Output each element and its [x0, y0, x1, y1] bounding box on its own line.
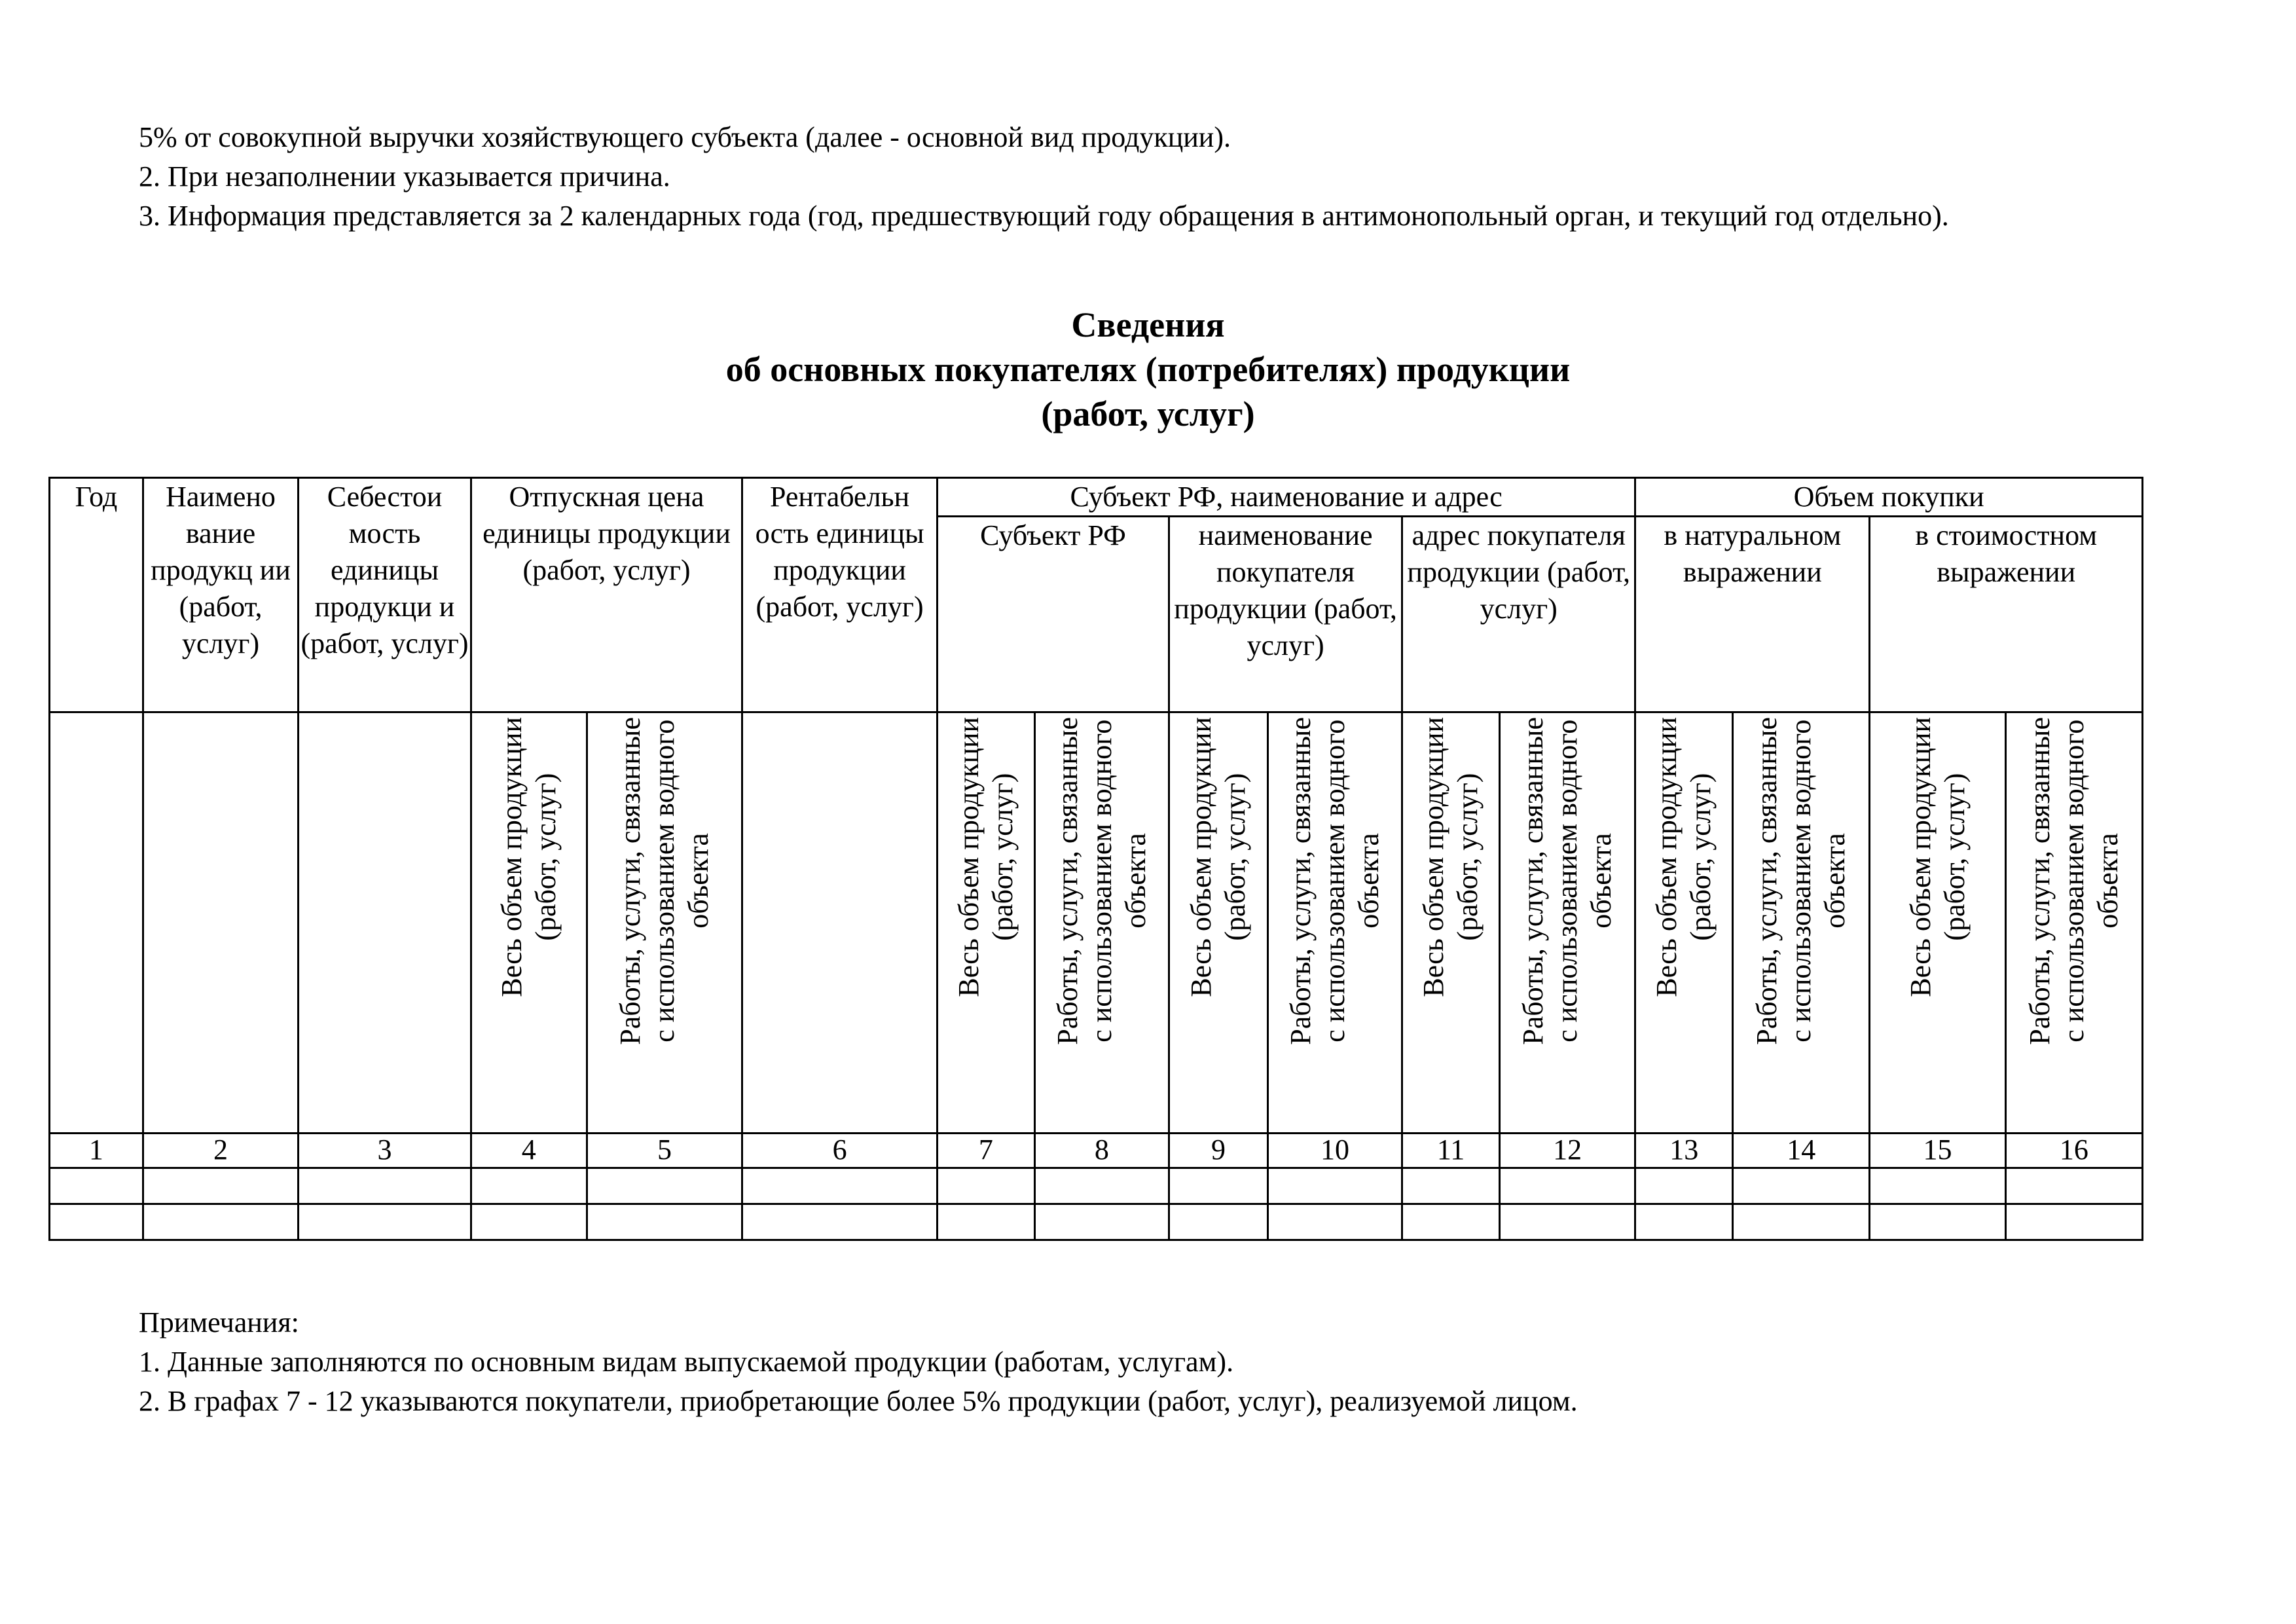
rot-water-l1: Работы, услуги, связанные: [614, 717, 646, 1045]
note-line-2: 2. В графах 7 - 12 указываются покупатели, приобретающие более 5% продукции (работ, услуг), реализуемой лицом.: [139, 1385, 1578, 1417]
rot-water-l2: с использованием водного: [2057, 719, 2090, 1043]
rot-water-l1: Работы, услуги, связанные: [2023, 717, 2056, 1045]
rot-cell-16: [2005, 712, 2142, 1134]
rot-all-l2: (работ, услуг): [1451, 773, 1484, 941]
rot-water-l1: Работы, услуги, связанные: [1285, 717, 1317, 1045]
rot-water-l2: с использованием водного: [1085, 719, 1118, 1043]
rot-empty-6: [742, 712, 938, 1134]
rot-all-l1: Весь объем продукции: [495, 717, 528, 997]
rot-all-l2: (работ, услуг): [1938, 773, 1971, 941]
intro-text: [139, 118, 2142, 236]
table-row: [50, 1204, 2143, 1240]
header-unit-price: Отпускная цена единицы продукции (работ, услуг): [471, 478, 742, 712]
rot-cell-15: [1870, 712, 2005, 1134]
col-number: 4: [471, 1134, 587, 1168]
notes-section: [139, 1303, 2142, 1421]
rot-water-l1: Работы, услуги, связанные: [1051, 717, 1084, 1045]
rot-cell-5: [587, 712, 742, 1134]
col-number: 15: [1870, 1134, 2005, 1168]
col-number: 5: [587, 1134, 742, 1168]
col-number: 14: [1733, 1134, 1870, 1168]
col-number: 11: [1402, 1134, 1500, 1168]
rot-water-l1: Работы, услуги, связанные: [1517, 717, 1550, 1045]
rot-all-l1: Весь объем продукции: [1417, 717, 1450, 997]
rot-water-l3: объекта: [1819, 833, 1851, 929]
header-group-volume: Объем покупки: [1635, 478, 2143, 517]
header-buyer-address: адрес покупателя продукции (работ, услуг): [1402, 517, 1635, 712]
header-year: Год: [50, 478, 143, 712]
header-product-name: Наимено вание продукц ии (работ, услуг): [143, 478, 298, 712]
rot-all-l1: Весь объем продукции: [1184, 717, 1217, 997]
rot-water-l2: с использованием водного: [1319, 719, 1351, 1043]
rot-cell-11: [1402, 712, 1500, 1134]
rot-all-l1: Весь объем продукции: [952, 717, 985, 997]
col-number: 7: [937, 1134, 1034, 1168]
col-number: 2: [143, 1134, 298, 1168]
rot-empty-3: [299, 712, 471, 1134]
intro-line-1: 5% от совокупной выручки хозяйствующего субъекта (далее - основной вид продукции).: [139, 121, 1231, 153]
rot-water-l1: Работы, услуги, связанные: [1751, 717, 1783, 1045]
title-line-2: об основных покупателях (потребителях) продукции: [725, 350, 1571, 389]
rot-all-l1: Весь объем продукции: [1904, 717, 1937, 997]
col-number: 3: [299, 1134, 471, 1168]
rot-cell-14: [1733, 712, 1870, 1134]
header-unit-cost: Себестои мость единицы продукци и (работ, услуг): [299, 478, 471, 712]
rot-cell-9: [1169, 712, 1268, 1134]
col-number: 13: [1635, 1134, 1733, 1168]
rot-empty-2: [143, 712, 298, 1134]
rot-water-l2: с использованием водного: [648, 719, 680, 1043]
rot-water-l2: с использованием водного: [1785, 719, 1817, 1043]
note-line-1: 1. Данные заполняются по основным видам выпускаемой продукции (работам, услугам).: [139, 1346, 1234, 1378]
intro-line-3: 3. Информация представляется за 2 календарных года (год, предшествующий году обращения в антимонопольный орган, и текущий год отдельно).: [139, 200, 1949, 232]
rot-water-l2: с использованием водного: [1551, 719, 1584, 1043]
col-number: 6: [742, 1134, 938, 1168]
rot-water-l3: объекта: [682, 833, 714, 929]
rot-cell-4: [471, 712, 587, 1134]
col-number: 16: [2005, 1134, 2142, 1168]
header-natural: в натуральном выражении: [1635, 517, 1870, 712]
buyers-table: [48, 477, 2143, 1241]
table-row: [50, 1168, 2143, 1204]
rot-cell-12: [1500, 712, 1635, 1134]
rot-water-l3: объекта: [1585, 833, 1618, 929]
header-buyer-name: наименование покупателя продукции (работ, услуг): [1169, 517, 1402, 712]
col-number: 8: [1034, 1134, 1169, 1168]
rot-all-l2: (работ, услуг): [1218, 773, 1251, 941]
rot-cell-10: [1267, 712, 1402, 1134]
header-value: в стоимостном выражении: [1870, 517, 2143, 712]
rot-all-l2: (работ, услуг): [986, 773, 1019, 941]
intro-line-2: 2. При незаполнении указывается причина.: [139, 160, 670, 193]
header-profitability: Рентабельн ость единицы продукции (работ, услуг): [742, 478, 938, 712]
col-number: 1: [50, 1134, 143, 1168]
rot-all-l2: (работ, услуг): [529, 773, 562, 941]
title-line-3: (работ, услуг): [1041, 394, 1255, 434]
rot-empty-1: [50, 712, 143, 1134]
rot-water-l3: объекта: [1119, 833, 1152, 929]
title-line-1: Сведения: [1071, 305, 1225, 344]
rot-water-l3: объекта: [2091, 833, 2124, 929]
rot-all-l2: (работ, услуг): [1685, 773, 1717, 941]
col-number: 9: [1169, 1134, 1268, 1168]
notes-heading: Примечания:: [139, 1306, 299, 1338]
document-title: [0, 303, 2296, 436]
column-number-row: [50, 1134, 2143, 1168]
col-number: 12: [1500, 1134, 1635, 1168]
rot-cell-7: [937, 712, 1034, 1134]
header-region: Субъект РФ: [937, 517, 1169, 712]
header-group-subject: Субъект РФ, наименование и адрес: [937, 478, 1635, 517]
rot-all-l1: Весь объем продукции: [1650, 717, 1683, 997]
col-number: 10: [1267, 1134, 1402, 1168]
rot-cell-8: [1034, 712, 1169, 1134]
rot-cell-13: [1635, 712, 1733, 1134]
rot-water-l3: объекта: [1353, 833, 1385, 929]
